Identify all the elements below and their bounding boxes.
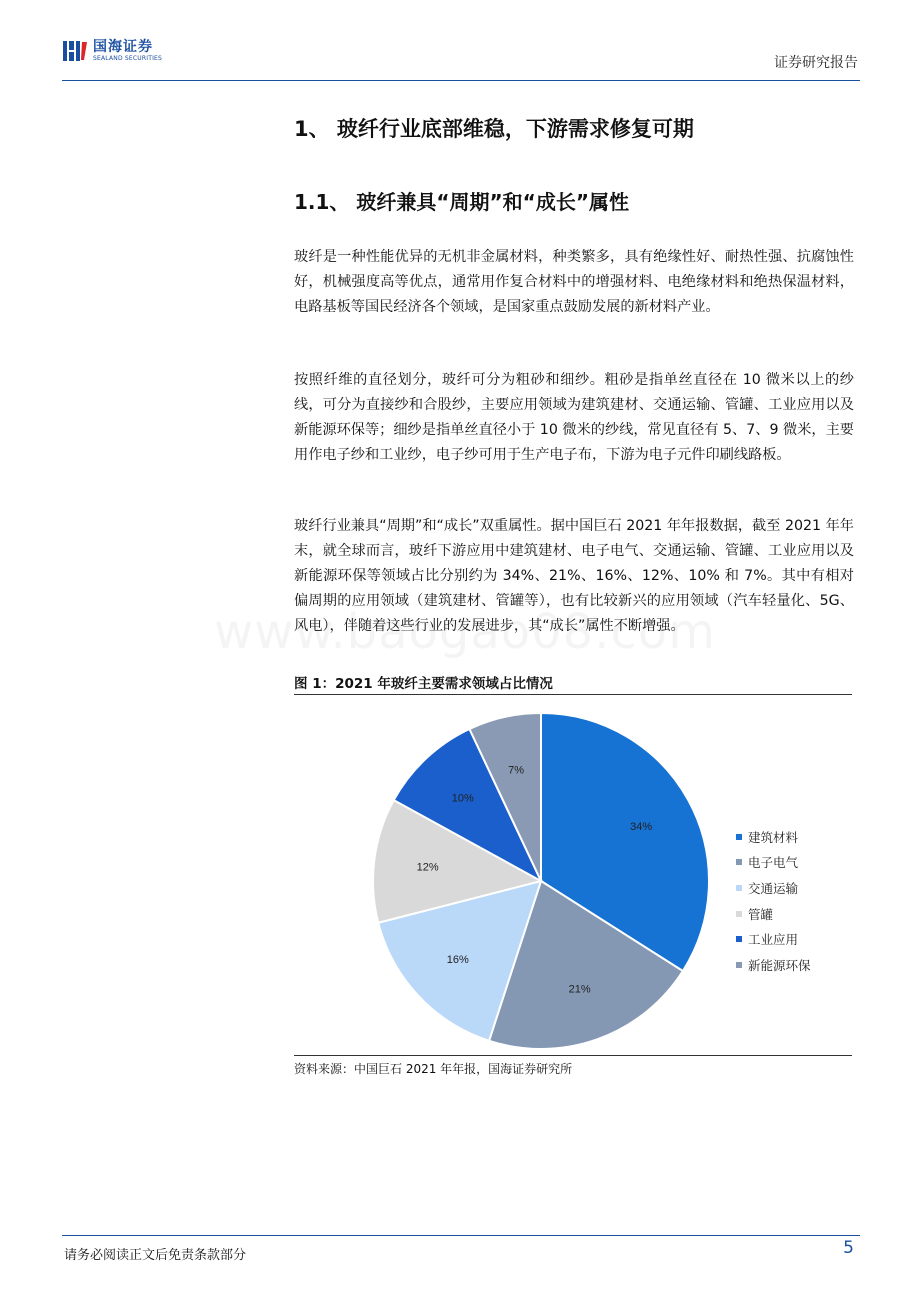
figure-source: 资料来源：中国巨石 2021 年年报，国海证券研究所 bbox=[294, 1062, 573, 1076]
figure-title: 图 1：2021 年玻纤主要需求领域占比情况 bbox=[294, 676, 553, 692]
pie-slice-label-6: 7% bbox=[508, 764, 525, 777]
pie-slice-label-3: 16% bbox=[446, 954, 469, 967]
legend-swatch bbox=[736, 936, 742, 942]
legend-label: 建筑材料 bbox=[748, 829, 799, 845]
legend-label: 管罐 bbox=[748, 906, 774, 922]
report-type-label: 证券研究报告 bbox=[774, 55, 858, 71]
page-header bbox=[62, 36, 860, 80]
section-heading: 1、 玻纤行业底部维稳，下游需求修复可期 bbox=[294, 117, 694, 141]
paragraph-3: 玻纤行业兼具“周期”和“成长”双重属性。据中国巨石 2021 年年报数据，截至 2021 年年末，就全球而言，玻纤下游应用中建筑建材、电子电气、交通运输、管罐、工业应用以及新能源环保等领域占比分别约为 34%、21%、16%、12%、10% 和 7%。其中有相对偏周期的应用领域（建筑建材、管罐等），也有比较新兴的应用领域（汽车轻量化、5G、风电），伴随着这些行业的发展进步，其“成长”属性不断增强。 bbox=[294, 518, 854, 634]
subsection-heading: 1.1、 玻纤兼具“周期”和“成长”属性 bbox=[294, 190, 629, 214]
legend-item bbox=[736, 850, 811, 876]
figure-top-rule bbox=[294, 694, 852, 695]
logo-chinese-name: 国海证券 bbox=[93, 39, 153, 55]
legend-label: 工业应用 bbox=[748, 932, 799, 948]
figure-bottom-rule bbox=[294, 1055, 852, 1056]
legend-label: 新能源环保 bbox=[748, 957, 811, 973]
legend-swatch bbox=[736, 962, 742, 968]
legend-swatch bbox=[736, 885, 742, 891]
legend-label: 电子电气 bbox=[748, 855, 799, 871]
legend-item bbox=[736, 901, 811, 927]
header-divider bbox=[62, 80, 860, 81]
chart-legend bbox=[736, 824, 811, 978]
footer-disclaimer: 请务必阅读正文后免责条款部分 bbox=[64, 1248, 247, 1263]
legend-item bbox=[736, 875, 811, 901]
logo-mark-icon bbox=[62, 38, 88, 64]
legend-swatch bbox=[736, 911, 742, 917]
pie-slice-label-4: 12% bbox=[416, 861, 439, 874]
legend-label: 交通运输 bbox=[748, 880, 799, 896]
pie-slice-label-2: 21% bbox=[568, 983, 591, 996]
legend-swatch bbox=[736, 834, 742, 840]
legend-item bbox=[736, 926, 811, 952]
paragraph-2: 按照纤维的直径划分，玻纤可分为粗砂和细纱。粗砂是指单丝直径在 10 微米以上的纱线，可分为直接纱和合股纱，主要应用领域为建筑建材、交通运输、管罐、工业应用以及新能源环保等；细纱是指单丝直径小于 10 微米的纱线，常见直径有 5、7、9 微米，主要用作电子纱和工业纱，电子纱可用于生产电子布，下游为电子元件印刷线路板。 bbox=[294, 372, 854, 463]
logo-english-name: SEALAND SECURITIES bbox=[93, 55, 163, 62]
pie-slice-label-1: 34% bbox=[630, 820, 653, 833]
company-logo bbox=[62, 38, 162, 64]
page-number: 5 bbox=[843, 1238, 854, 1258]
legend-swatch bbox=[736, 859, 742, 865]
legend-item bbox=[736, 952, 811, 978]
legend-item bbox=[736, 824, 811, 850]
pie-slice-label-5: 10% bbox=[451, 792, 474, 805]
footer-divider bbox=[62, 1235, 860, 1236]
paragraph-1: 玻纤是一种性能优异的无机非金属材料，种类繁多，具有绝缘性好、耐热性强、抗腐蚀性好，机械强度高等优点，通常用作复合材料中的增强材料、电绝缘材料和绝热保温材料，电路基板等国民经济各个领域，是国家重点鼓励发展的新材料产业。 bbox=[294, 249, 854, 315]
